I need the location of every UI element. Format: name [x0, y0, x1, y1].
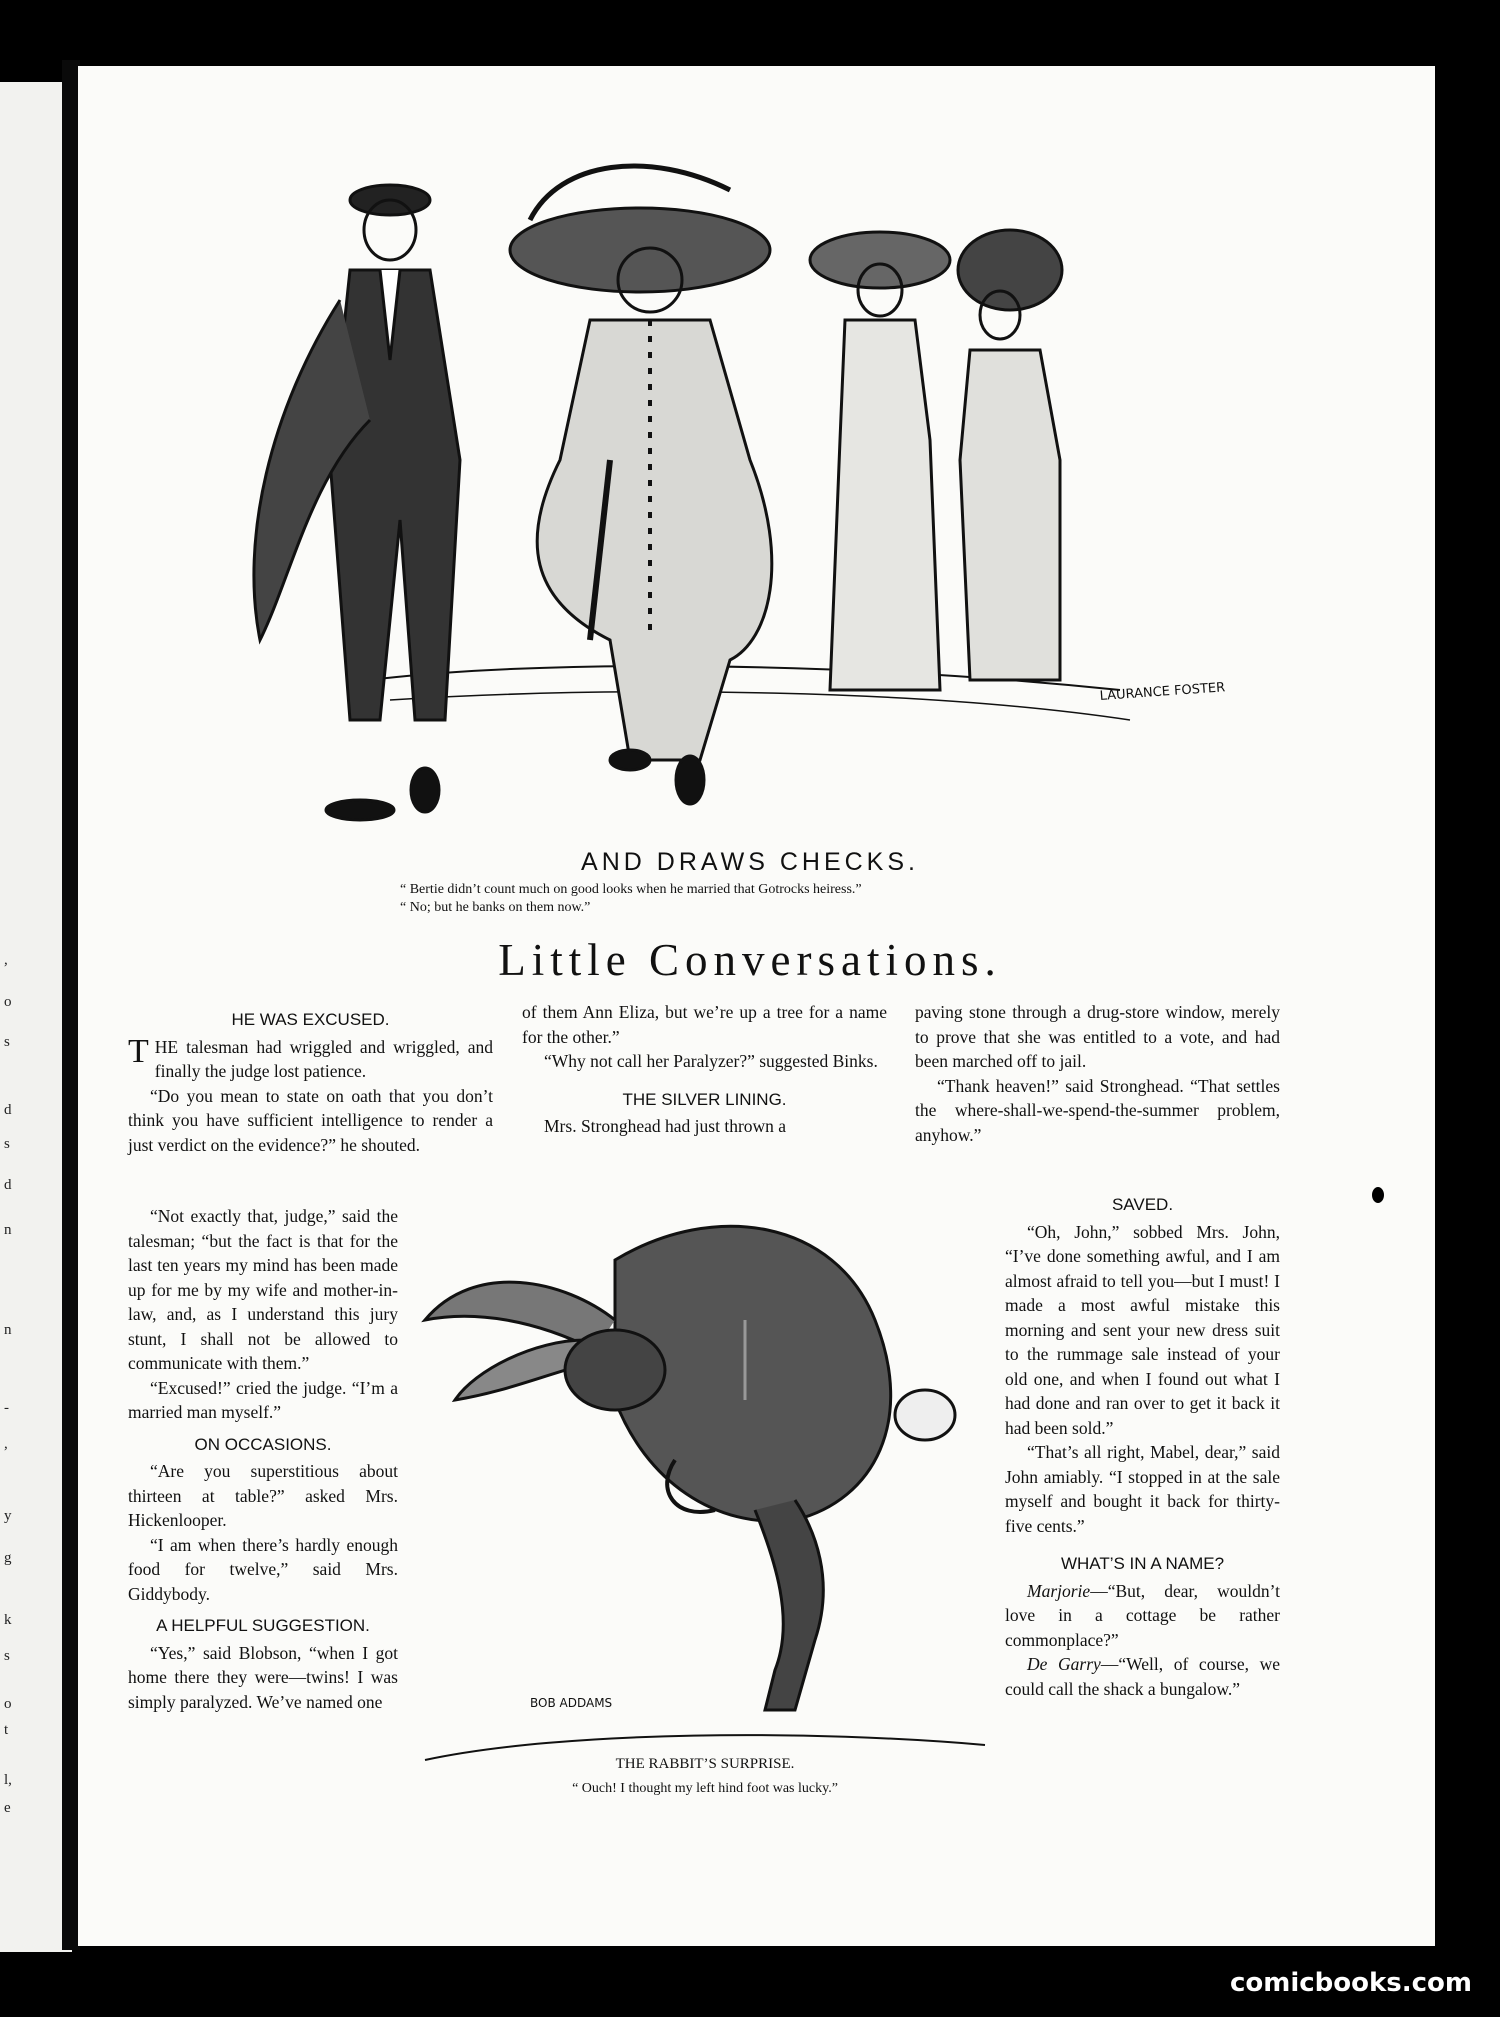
left-page-fragment: o — [4, 994, 12, 1010]
text-column-3 — [915, 1000, 1280, 1147]
left-page-fragment: - — [4, 1400, 9, 1416]
left-page-fragment: d — [4, 1102, 12, 1118]
left-page-fragment: e — [4, 1800, 11, 1816]
paragraph: “That’s all right, Mabel, dear,” said John amiably. “I stopped in at the sale myself and bought it back for thirty-five cents.” — [1005, 1442, 1280, 1536]
paragraph: Mrs. Stronghead had just thrown a — [544, 1116, 787, 1136]
paragraph: paving stone through a drug-store window, merely to prove that she was entitled to a vote, and had been marched off to jail. — [915, 1002, 1280, 1071]
text-column-2 — [522, 1000, 887, 1139]
text-column-1 — [128, 1000, 493, 1157]
left-page-fragment: y — [4, 1508, 12, 1524]
paragraph: —“But, dear, wouldn’t love in a cottage be rather commonplace?” — [1005, 1580, 1280, 1650]
section-heading: A HELPFUL SUGGESTION. — [156, 1616, 370, 1635]
text-column-1-narrow — [128, 1204, 398, 1714]
left-page-fragment: n — [4, 1222, 12, 1238]
site-watermark: comicbooks.com — [1229, 1968, 1472, 1998]
drop-cap: T — [128, 1032, 149, 1070]
section-heading: ON OCCASIONS. — [194, 1434, 332, 1454]
section-heading: WHAT’S IN A NAME? — [1060, 1554, 1225, 1573]
paragraph: “Why not call her Paralyzer?” suggested Binks. — [544, 1051, 878, 1071]
speaker-name: Marjorie — [1027, 1580, 1091, 1601]
paragraph: “Not exactly that, judge,” said the talesman; “but the fact is that for the last ten years my mind has been made up for me by my wife and mother-in-law, and, as I understand this jury stunt, I shall not be allowed to communicate with them.” — [128, 1206, 398, 1373]
left-page-fragment: d — [4, 1177, 12, 1193]
left-page-fragment: t — [4, 1722, 9, 1738]
paragraph: “Do you mean to state on oath that you don’t think you have sufficient intelligence to render a just verdict on the evidence?” he shouted. — [128, 1085, 493, 1155]
caption-title: AND DRAWS CHECKS. — [581, 848, 919, 876]
paragraph: “Yes,” said Blobson, “when I got home there they were—twins! I was simply paralyzed. We’ve named one — [128, 1642, 398, 1712]
text-column-3-narrow — [1005, 1185, 1280, 1701]
left-page-fragment: k — [4, 1612, 12, 1628]
left-page-fragment: n — [4, 1322, 12, 1338]
left-page-fragment: s — [4, 1136, 10, 1152]
rabbit-caption-quote: “ Ouch! I thought my left hind foot was lucky.” — [572, 1781, 838, 1796]
scan-mark — [1372, 1187, 1384, 1203]
left-page-fragment: , — [4, 952, 8, 968]
left-page-fragment: s — [4, 1648, 10, 1664]
page-title: Little Conversations. — [498, 935, 1002, 985]
paragraph: “I am when there’s hardly enough food for twelve,” said Mrs. Giddybody. — [128, 1534, 398, 1604]
left-page-fragment: o — [4, 1696, 12, 1712]
section-heading: SAVED. — [1111, 1195, 1174, 1214]
caption-line: “ Bertie didn’t count much on good looks when he married that Gotrocks heiress.” — [400, 882, 862, 897]
paragraph: “Are you superstitious about thirteen at table?” asked Mrs. Hickenlooper. — [128, 1461, 398, 1530]
illustration-signature: LAURANCE FOSTER — [1099, 680, 1226, 704]
paragraph: “Oh, John,” sobbed Mrs. John, “I’ve done something awful, and I am almost afraid to tell you—but I must! I made a most awful mistake this morning and sent your new dress suit to the rummage sale instead of your old one, and when I found out what I had done and ran over to get it back it had been sold.” — [1005, 1221, 1280, 1438]
rabbit-signature: BOB ADDAMS — [530, 1696, 613, 1710]
left-page-fragment: s — [4, 1034, 10, 1050]
caption-line: “ No; but he banks on them now.” — [400, 900, 591, 915]
paragraph: “Excused!” cried the judge. “I’m a married man myself.” — [128, 1377, 398, 1422]
paragraph: “Thank heaven!” said Stronghead. “That settles the where-shall-we-spend-the-summer problem, anyhow.” — [915, 1075, 1280, 1145]
left-page-fragment: l, — [4, 1772, 12, 1788]
illustration-and-draws-checks — [230, 160, 1226, 850]
paragraph: —“Well, of course, we could call the shack a bungalow.” — [1005, 1654, 1281, 1699]
illustration-rabbit — [415, 1200, 985, 1760]
speaker-name: De Garry — [1027, 1654, 1101, 1674]
section-heading: THE SILVER LINING. — [622, 1089, 787, 1109]
left-page-fragment: g — [4, 1550, 12, 1566]
left-page-fragment: , — [4, 1436, 8, 1452]
section-heading: HE WAS EXCUSED. — [231, 1010, 390, 1029]
rabbit-caption: THE RABBIT’S SURPRISE. — [615, 1756, 795, 1772]
paragraph: of them Ann Eliza, but we’re up a tree for a name for the other.” — [522, 1002, 887, 1047]
paragraph: HE talesman had wriggled and wriggled, and finally the judge lost patience. — [154, 1036, 493, 1081]
